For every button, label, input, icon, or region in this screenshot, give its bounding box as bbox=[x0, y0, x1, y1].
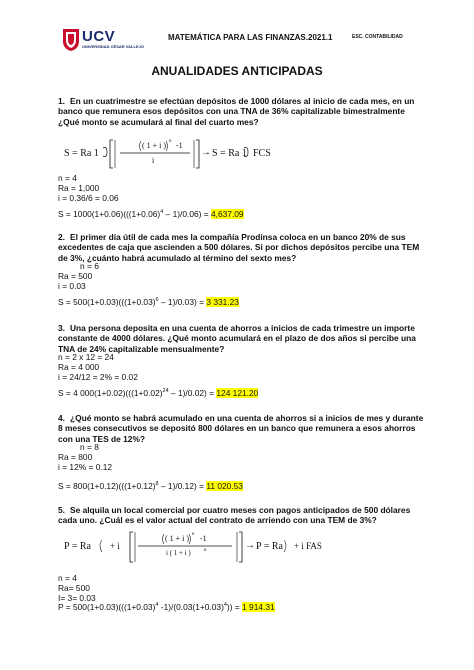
formula-factor: + i FAS bbox=[294, 541, 322, 551]
formula-den-exponent: n bbox=[204, 548, 207, 553]
problem-text: ¿Qué monto se habrá acumulado en una cuenta de ahorros si a inicios de mes y durante 8 meses consecutivos se depositó 800 dólares en un banco que remunera a esos ahorros con una TES de 12%? bbox=[58, 413, 424, 444]
given-line: n = 2 x 12 = 24 bbox=[58, 352, 114, 362]
problem-number: 5. bbox=[58, 505, 65, 515]
ucv-logo-icon bbox=[62, 28, 80, 52]
given-line: Ra = 4 000 bbox=[58, 362, 100, 372]
problem-text: Una persona deposita en una cuenta de ahorros a inicios de cada trimestre un importe constante de 4000 dólares. ¿Qué monto acumulará en el plazo de dos años si percibe una TNA de 24% capitalizable mensualmente? bbox=[58, 323, 416, 354]
given-line: i = 24/12 = 2% = 0.02 bbox=[58, 372, 138, 382]
problem-3-statement bbox=[58, 323, 428, 354]
formula-factor: FCS bbox=[253, 148, 271, 159]
problem-number: 1. bbox=[58, 96, 65, 106]
formula-lhs: P = Ra bbox=[64, 541, 91, 552]
course-title: MATEMÁTICA PARA LAS FINANZAS.2021.1 bbox=[168, 33, 333, 42]
problem-number: 3. bbox=[58, 323, 65, 333]
given-line: i = 0.03 bbox=[58, 281, 86, 291]
given-line: n = 4 bbox=[58, 173, 77, 183]
formula-arrow: → bbox=[201, 147, 211, 158]
page-title: ANUALIDADES ANTICIPADAS bbox=[151, 64, 323, 78]
problem-text: El primer día útil de cada mes la compañía Prodinsa coloca en un banco 20% de sus excedentes de caja que ascienden a 500 dólares. Si por dichos depósitos percibe una TEM de 3%, ¿cuánto habrá acumulado al término del sexto mes? bbox=[58, 232, 420, 263]
page-header bbox=[62, 26, 422, 58]
formula-numerator: ( 1 + i ) bbox=[142, 141, 167, 150]
problem-number: 2. bbox=[58, 232, 65, 242]
given-line: i = 12% = 0.12 bbox=[58, 462, 113, 472]
given-line: Ra = 800 bbox=[58, 452, 93, 462]
formula-exponent: n bbox=[169, 139, 172, 144]
problem-2-solution: $S = 500(1+0.03)(((1+0.03)^6 - 1)/0.03) = 3$ 331.23 bbox=[58, 297, 239, 307]
problem-5-solution: $P = 500(1+0.03)(((1+0.03)^4$ $-1)/(0.03(1+0.03)^4)) = 1$ 914.31 bbox=[58, 602, 275, 612]
problem-number: 4. bbox=[58, 413, 65, 423]
logo-subtext: UNIVERSIDAD CÉSAR VALLEJO bbox=[82, 44, 144, 49]
problem-3-solution: S = 4 $000(1+0.02)(((1+0.02)^{24} - 1)/0.02) = 124$ 121.20 bbox=[58, 388, 259, 398]
answer-highlight: 124 121.20 bbox=[216, 388, 259, 398]
answer-highlight: 4,637.09 bbox=[210, 209, 244, 219]
problem-1-statement bbox=[58, 96, 428, 127]
answer-highlight: 1 914.31 bbox=[242, 602, 275, 612]
problem-5-statement bbox=[58, 505, 428, 526]
school-name: ESC. CONTABILIDAD bbox=[352, 34, 403, 40]
formula-rhs: P = Ra bbox=[256, 541, 283, 552]
given-line: Ra = 500 bbox=[58, 271, 93, 281]
given-line: Ra = 1,000 bbox=[58, 183, 100, 193]
problem-text: En un cuatrimestre se efectúan depósitos de 1000 dólares al inicio de cada mes, en un banco que remunera esos depósitos con una TNA de 36% capitalizable bimestralmente ¿Qué monto se acumulará al final del cuarto mes? bbox=[58, 96, 415, 127]
formula-exponent: n bbox=[192, 532, 195, 537]
formula-denominator: i bbox=[152, 156, 155, 165]
problem-2-statement bbox=[58, 232, 428, 263]
formula-minus-one: -1 bbox=[200, 534, 207, 543]
ucv-logo bbox=[62, 26, 144, 56]
logo-text: UCV bbox=[82, 28, 116, 45]
formula-arrow: → bbox=[245, 540, 255, 551]
given-line: n = 4 bbox=[58, 573, 77, 583]
formula-lhs-tail: + i bbox=[110, 541, 120, 551]
formula-present-value bbox=[58, 530, 322, 562]
problem-4-solution: $S = 800(1+0.12)(((1+0.12)^8 - 1)/0.12) = 11$ 020.53 bbox=[58, 481, 243, 491]
formula-future-value bbox=[58, 138, 288, 170]
answer-highlight: 3 331.23 bbox=[206, 297, 239, 307]
formula-numerator: ( 1 + i ) bbox=[165, 534, 190, 543]
formula-minus-one: -1 bbox=[176, 141, 183, 150]
problem-4-statement bbox=[58, 413, 428, 444]
given-line: n = 8 bbox=[80, 442, 99, 452]
problem-text: Se alquila un local comercial por cuatro meses con pagos anticipados de 500 dólares cada uno. ¿Cuál es el valor actual del contrato de arriendo con una TEM de 3%? bbox=[58, 505, 411, 526]
given-line: Ra= 500 bbox=[58, 583, 90, 593]
formula-denominator: i ( 1 + i ) bbox=[166, 549, 191, 557]
given-line: n = 6 bbox=[80, 261, 99, 271]
given-line: I= 3= 0.03 bbox=[58, 593, 96, 603]
formula-rhs: S = Ra 1 bbox=[212, 148, 247, 159]
answer-highlight: 11 020.53 bbox=[206, 481, 243, 491]
formula-lhs: S = Ra 1 bbox=[64, 148, 99, 159]
given-line: i = 0.36/6 = 0.06 bbox=[58, 193, 119, 203]
problem-1-solution: $S = 1000(1+0.06)(((1+0.06)^4 - 1)/0.06) = 4,637.09$ bbox=[58, 209, 244, 219]
